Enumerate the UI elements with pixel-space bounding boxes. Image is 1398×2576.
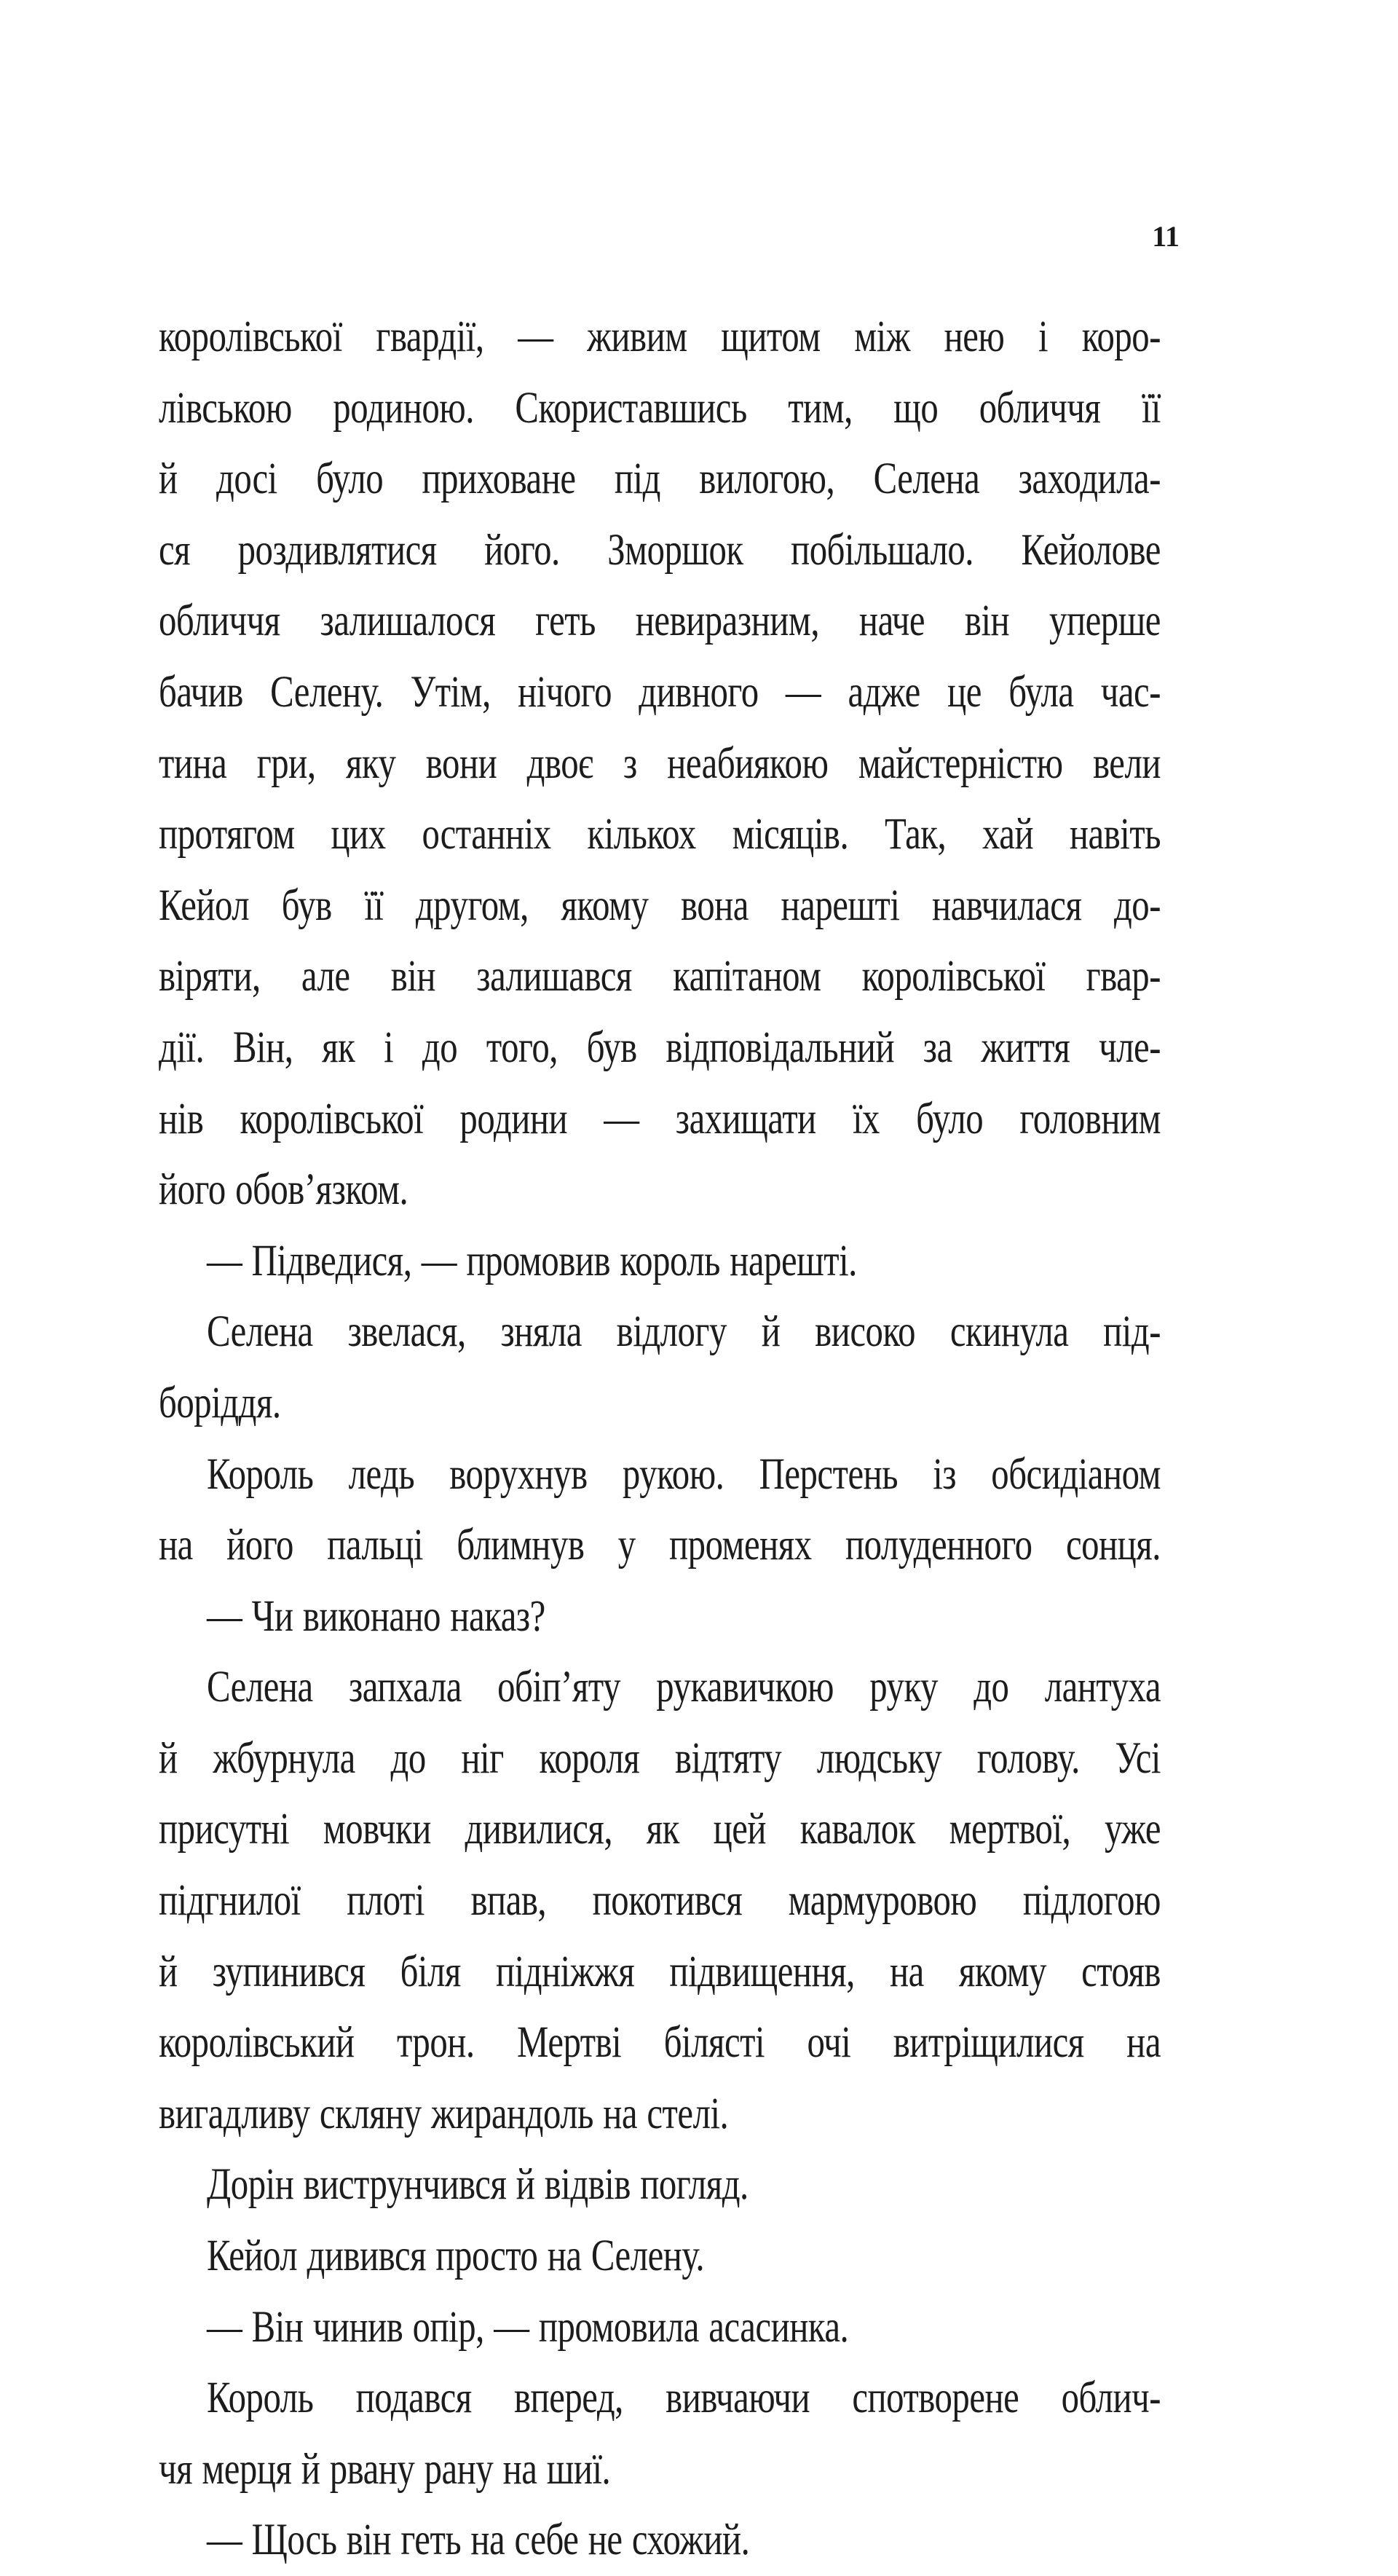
text-line-content: королівський трон. Мертві білясті очі витріщилися на — [159, 2018, 1161, 2068]
text-line-content: — Підведися, — промовив король нарешті. — [207, 1236, 857, 1285]
body-text — [159, 302, 1161, 2576]
text-line — [159, 1865, 1161, 1937]
text-line-content: королівської гвардії, — живим щитом між нею і коро- — [159, 312, 1161, 361]
text-line — [159, 870, 1161, 942]
text-line — [159, 1794, 1161, 1865]
text-line — [159, 1368, 1161, 1439]
text-line-content: Кейол був її другом, якому вона нарешті навчилася до- — [159, 881, 1161, 930]
text-line — [159, 2434, 1161, 2505]
text-line-content: присутні мовчки дивилися, як цей кавалок мертвої, уже — [159, 1805, 1161, 1854]
text-line — [159, 728, 1161, 800]
text-line — [159, 1581, 1161, 1653]
page-number: 11 — [1152, 220, 1180, 253]
text-line — [159, 799, 1161, 870]
text-line-content: Селена звелася, зняла відлогу й високо скинула під- — [207, 1307, 1161, 1357]
text-line — [159, 2007, 1161, 2079]
text-line — [159, 2079, 1161, 2150]
text-line — [159, 1439, 1161, 1510]
text-line-content: Дорін виструнчився й відвів погляд. — [207, 2160, 749, 2210]
text-line-content: протягом цих останніх кількох місяців. Так, хай навіть — [159, 810, 1161, 859]
text-line — [159, 657, 1161, 728]
text-line — [159, 1154, 1161, 1226]
text-line — [159, 1937, 1161, 2008]
text-line — [159, 444, 1161, 515]
text-line-content: лівською родиною. Скориставшись тим, що обличчя її — [159, 383, 1161, 433]
text-line — [159, 2221, 1161, 2292]
text-line-content: підгнилої плоті впав, покотився мармуровою підлогою — [159, 1876, 1161, 1926]
text-line — [159, 2505, 1161, 2576]
text-line-content: — Щось він геть на себе не схожий. — [207, 2516, 750, 2565]
text-line-content: — Він чинив опір, — промовила асасинка. — [207, 2302, 849, 2352]
text-line-content: — Чи виконано наказ? — [207, 1591, 545, 1641]
text-line — [159, 302, 1161, 373]
text-line-content: на його пальці блимнув у променях полуденного сонця. — [159, 1521, 1161, 1570]
text-line-content: бачив Селену. Утім, нічого дивного — адже це була час- — [159, 667, 1161, 717]
text-line-content: нів королівської родини — захищати їх було головним — [159, 1094, 1161, 1143]
text-line — [159, 1510, 1161, 1581]
text-line — [159, 373, 1161, 444]
text-line — [159, 1723, 1161, 1795]
text-line — [159, 586, 1161, 657]
text-line — [159, 515, 1161, 586]
text-line-content: Кейол дивився просто на Селену. — [207, 2232, 705, 2281]
text-line-content: його обов’язком. — [159, 1165, 408, 1215]
text-line — [159, 1084, 1161, 1155]
text-line-content: віряти, але він залишався капітаном королівської гвар- — [159, 952, 1161, 1001]
text-line-content: дії. Він, як і до того, був відповідальний за життя чле- — [159, 1023, 1161, 1072]
text-line-content: тина гри, яку вони двоє з неабиякою майстерністю вели — [159, 738, 1161, 788]
text-line — [159, 1012, 1161, 1084]
text-line-content: Король подався вперед, вивчаючи спотворене облич- — [207, 2374, 1161, 2423]
text-line-content: й жбурнула до ніг короля відтяту людську голову. Усі — [159, 1733, 1161, 1783]
text-line-content: й досі було приховане під вилогою, Селена заходила- — [159, 454, 1161, 504]
text-line — [159, 2149, 1161, 2221]
text-line — [159, 1296, 1161, 1368]
text-line — [159, 2292, 1161, 2363]
text-line-content: боріддя. — [159, 1378, 281, 1427]
text-line-content: й зупинився біля підніжжя підвищення, на якому стояв — [159, 1947, 1161, 1996]
text-line-content: обличчя залишалося геть невиразним, наче він уперше — [159, 596, 1161, 646]
text-line-content: Король ледь ворухнув рукою. Перстень із обсидіаном — [207, 1449, 1161, 1499]
text-line-content: вигадливу скляну жирандоль на стелі. — [159, 2089, 729, 2138]
text-line-content: Селена запхала обіп’яту рукавичкою руку до лантуха — [207, 1663, 1161, 1712]
text-line — [159, 2363, 1161, 2434]
text-line-content: чя мерця й рвану рану на шиї. — [159, 2444, 611, 2494]
text-line — [159, 1652, 1161, 1723]
text-line — [159, 1226, 1161, 1297]
text-line — [159, 941, 1161, 1012]
text-line-content: ся роздивлятися його. Зморшок побільшало. Кейолове — [159, 525, 1161, 575]
